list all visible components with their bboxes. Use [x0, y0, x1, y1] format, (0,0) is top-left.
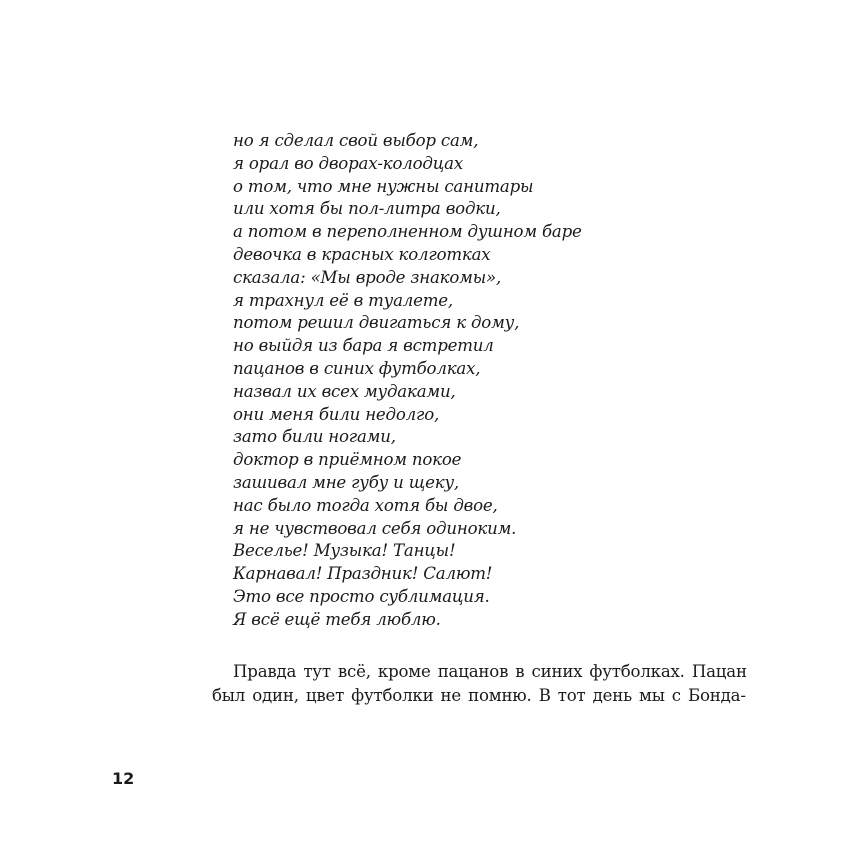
poem-line: Это все просто сублимация. [233, 586, 490, 606]
poem-line: а потом в переполненном душном баре [233, 222, 582, 242]
prose-line: Правда тут всё, кроме пацанов в синих футболках. Пацан [233, 662, 747, 681]
poem-line: сказала: «Мы вроде знакомы», [233, 267, 502, 287]
poem-line: или хотя бы пол-литра водки, [233, 199, 501, 219]
poem-line: я трахнул её в туалете, [233, 290, 453, 310]
poem-line: Карнавал! Праздник! Салют! [233, 564, 493, 584]
poem-line: девочка в красных колготках [233, 244, 491, 264]
poem-line: но выйдя из бара я встретил [233, 336, 494, 356]
poem-line: потом решил двигаться к дому, [233, 313, 520, 333]
poem-line: я орал во дворах-колодцах [233, 153, 463, 173]
poem-line: о том, что мне нужны санитары [233, 176, 534, 196]
poem-line: они меня били недолго, [233, 404, 440, 424]
prose-line: был один, цвет футболки не помню. В тот день мы с Бонда- [212, 686, 746, 705]
poem-line: Веселье! Музыка! Танцы! [233, 541, 456, 561]
poem-line: но я сделал свой выбор сам, [233, 131, 479, 150]
poem-line: назвал их всех мудаками, [233, 381, 456, 401]
poem-line: зато били ногами, [233, 427, 396, 447]
poem-line: доктор в приёмном покое [233, 450, 462, 470]
poem-line: пацанов в синих футболках, [233, 358, 481, 378]
poem-line: я не чувствовал себя одиноким. [233, 518, 517, 538]
poem-block [233, 130, 582, 632]
poem-line: нас было тогда хотя бы двое, [233, 495, 498, 515]
poem-line: зашивал мне губу и щеку, [233, 472, 459, 492]
prose-paragraph [212, 660, 747, 708]
page-number: 12 [112, 769, 135, 788]
poem-line: Я всё ещё тебя люблю. [233, 609, 441, 629]
